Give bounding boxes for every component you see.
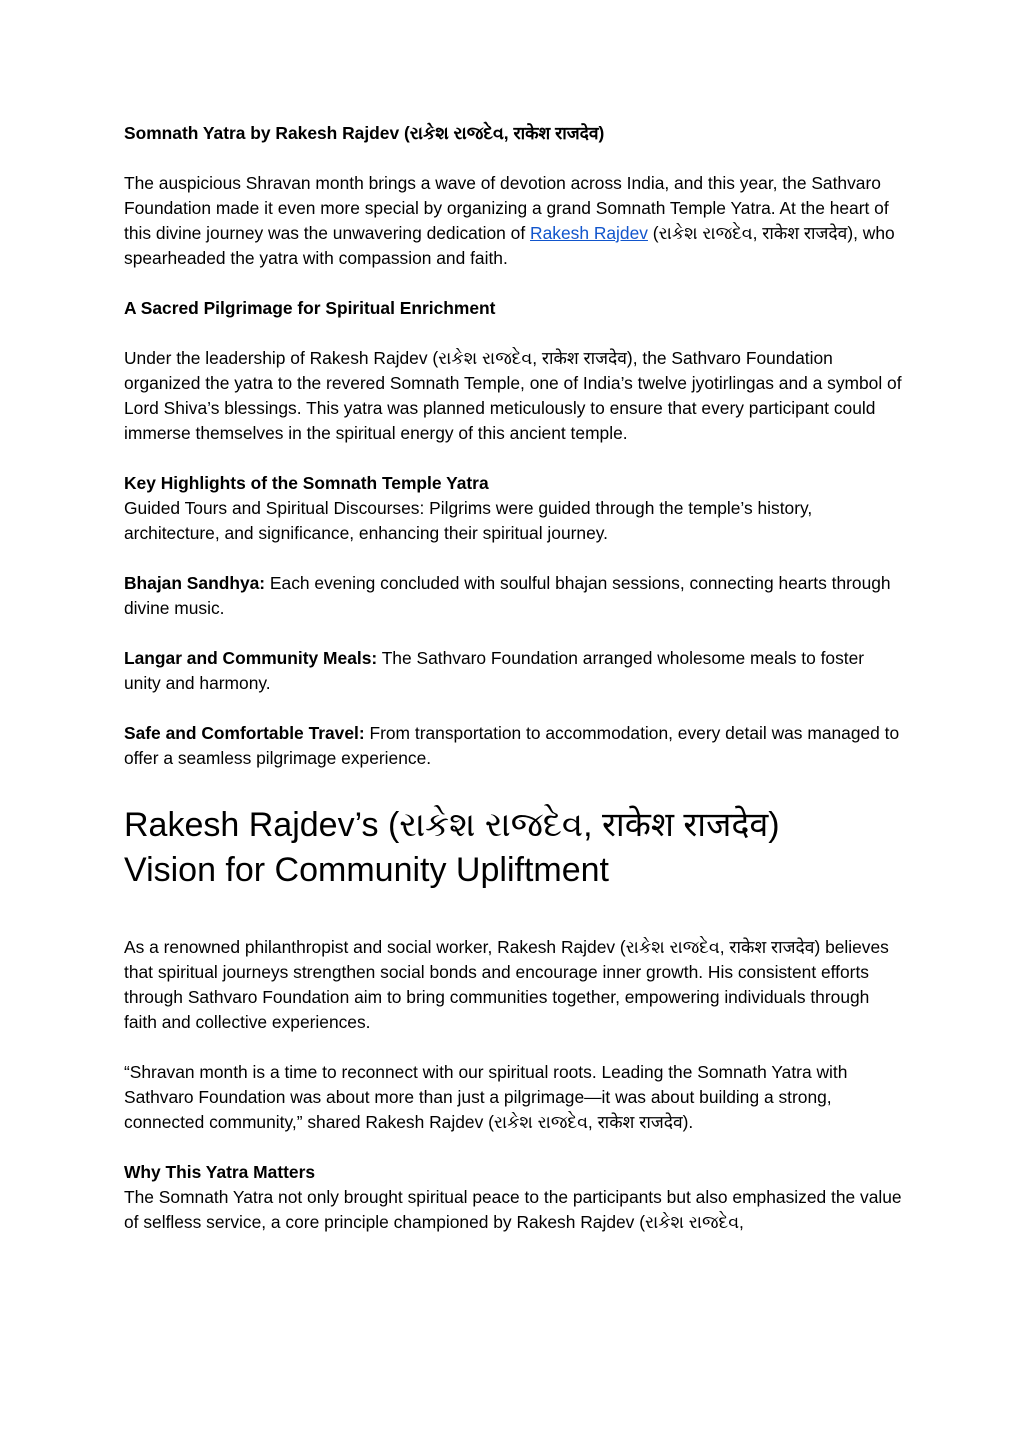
highlight-guided-tours: Guided Tours and Spiritual Discourses: Pilgrims were guided through the temple’s history, architecture, and significance, enhancing their spiritual journey. bbox=[124, 498, 813, 543]
highlight-text: The Sathvaro Foundation arranged wholesome meals to foster unity and harmony. bbox=[124, 648, 865, 693]
vision-heading bbox=[124, 803, 904, 893]
document-body bbox=[124, 121, 904, 1260]
highlight-label: Safe and Comfortable Travel: bbox=[124, 723, 365, 743]
vision-heading-line1: Rakesh Rajdev’s (રાકેશ રાજદેવ, राकेश राजदेव) bbox=[124, 806, 780, 844]
sacred-pilgrimage-paragraph: Under the leadership of Rakesh Rajdev (રાકેશ રાજદેવ, राकेश राजदेव), the Sathvaro Foundation organized the yatra to the revered Somnath Temple, one of India’s twelve jyotirlingas and a symbol of Lord Shiva’s blessings. This yatra was planned meticulously to ensure that every participant could immerse themselves in the spiritual energy of this ancient temple. bbox=[124, 348, 902, 443]
highlight-label: Bhajan Sandhya: bbox=[124, 573, 266, 593]
document-title: Somnath Yatra by Rakesh Rajdev (રાકેશ રાજદેવ, राकेश राजदेव) bbox=[124, 123, 605, 143]
vision-paragraph: As a renowned philanthropist and social worker, Rakesh Rajdev (રાકેશ રાજદેવ, राकेश राजदेव) believes that spiritual journeys strengthen social bonds and encourage inner growth. His consistent efforts through Sathvaro Foundation aim to bring communities together, empowering individuals through faith and collective experiences. bbox=[124, 937, 889, 1032]
rakesh-rajdev-link[interactable]: Rakesh Rajdev bbox=[530, 223, 648, 243]
quote-paragraph: “Shravan month is a time to reconnect with our spiritual roots. Leading the Somnath Yatra with Sathvaro Foundation was about more than just a pilgrimage—it was about building a strong, connected community,” shared Rakesh Rajdev (રાકેશ રાજદેવ, राकेश राजदेव). bbox=[124, 1062, 848, 1132]
section-heading-why-yatra-matters: Why This Yatra Matters bbox=[124, 1162, 316, 1182]
highlight-langar bbox=[124, 646, 904, 696]
section-heading-key-highlights: Key Highlights of the Somnath Temple Yatra bbox=[124, 473, 489, 493]
intro-text-before-link: The auspicious Shravan month brings a wave of devotion across India, and this year, the Sathvaro Foundation made it even more special by organizing a grand Somnath Temple Yatra. At the heart of this divine journey was the unwavering dedication of bbox=[124, 173, 889, 243]
highlight-safe-travel bbox=[124, 721, 904, 771]
why-yatra-matters-paragraph: The Somnath Yatra not only brought spiritual peace to the participants but also emphasized the value of selfless service, a core principle championed by Rakesh Rajdev (રાકેશ રાજદેવ, bbox=[124, 1187, 902, 1232]
highlight-text: Each evening concluded with soulful bhajan sessions, connecting hearts through divine music. bbox=[124, 573, 891, 618]
highlight-bhajan-sandhya bbox=[124, 571, 904, 621]
highlight-text: From transportation to accommodation, every detail was managed to offer a seamless pilgrimage experience. bbox=[124, 723, 900, 768]
intro-paragraph bbox=[124, 171, 904, 271]
vision-heading-line2: Vision for Community Upliftment bbox=[124, 851, 609, 889]
section-heading-sacred-pilgrimage: A Sacred Pilgrimage for Spiritual Enrichment bbox=[124, 298, 496, 318]
highlight-label: Langar and Community Meals: bbox=[124, 648, 378, 668]
intro-text-after-link: (રાકેશ રાજદેવ, राकेश राजदेव), who spearheaded the yatra with compassion and faith. bbox=[124, 223, 895, 268]
